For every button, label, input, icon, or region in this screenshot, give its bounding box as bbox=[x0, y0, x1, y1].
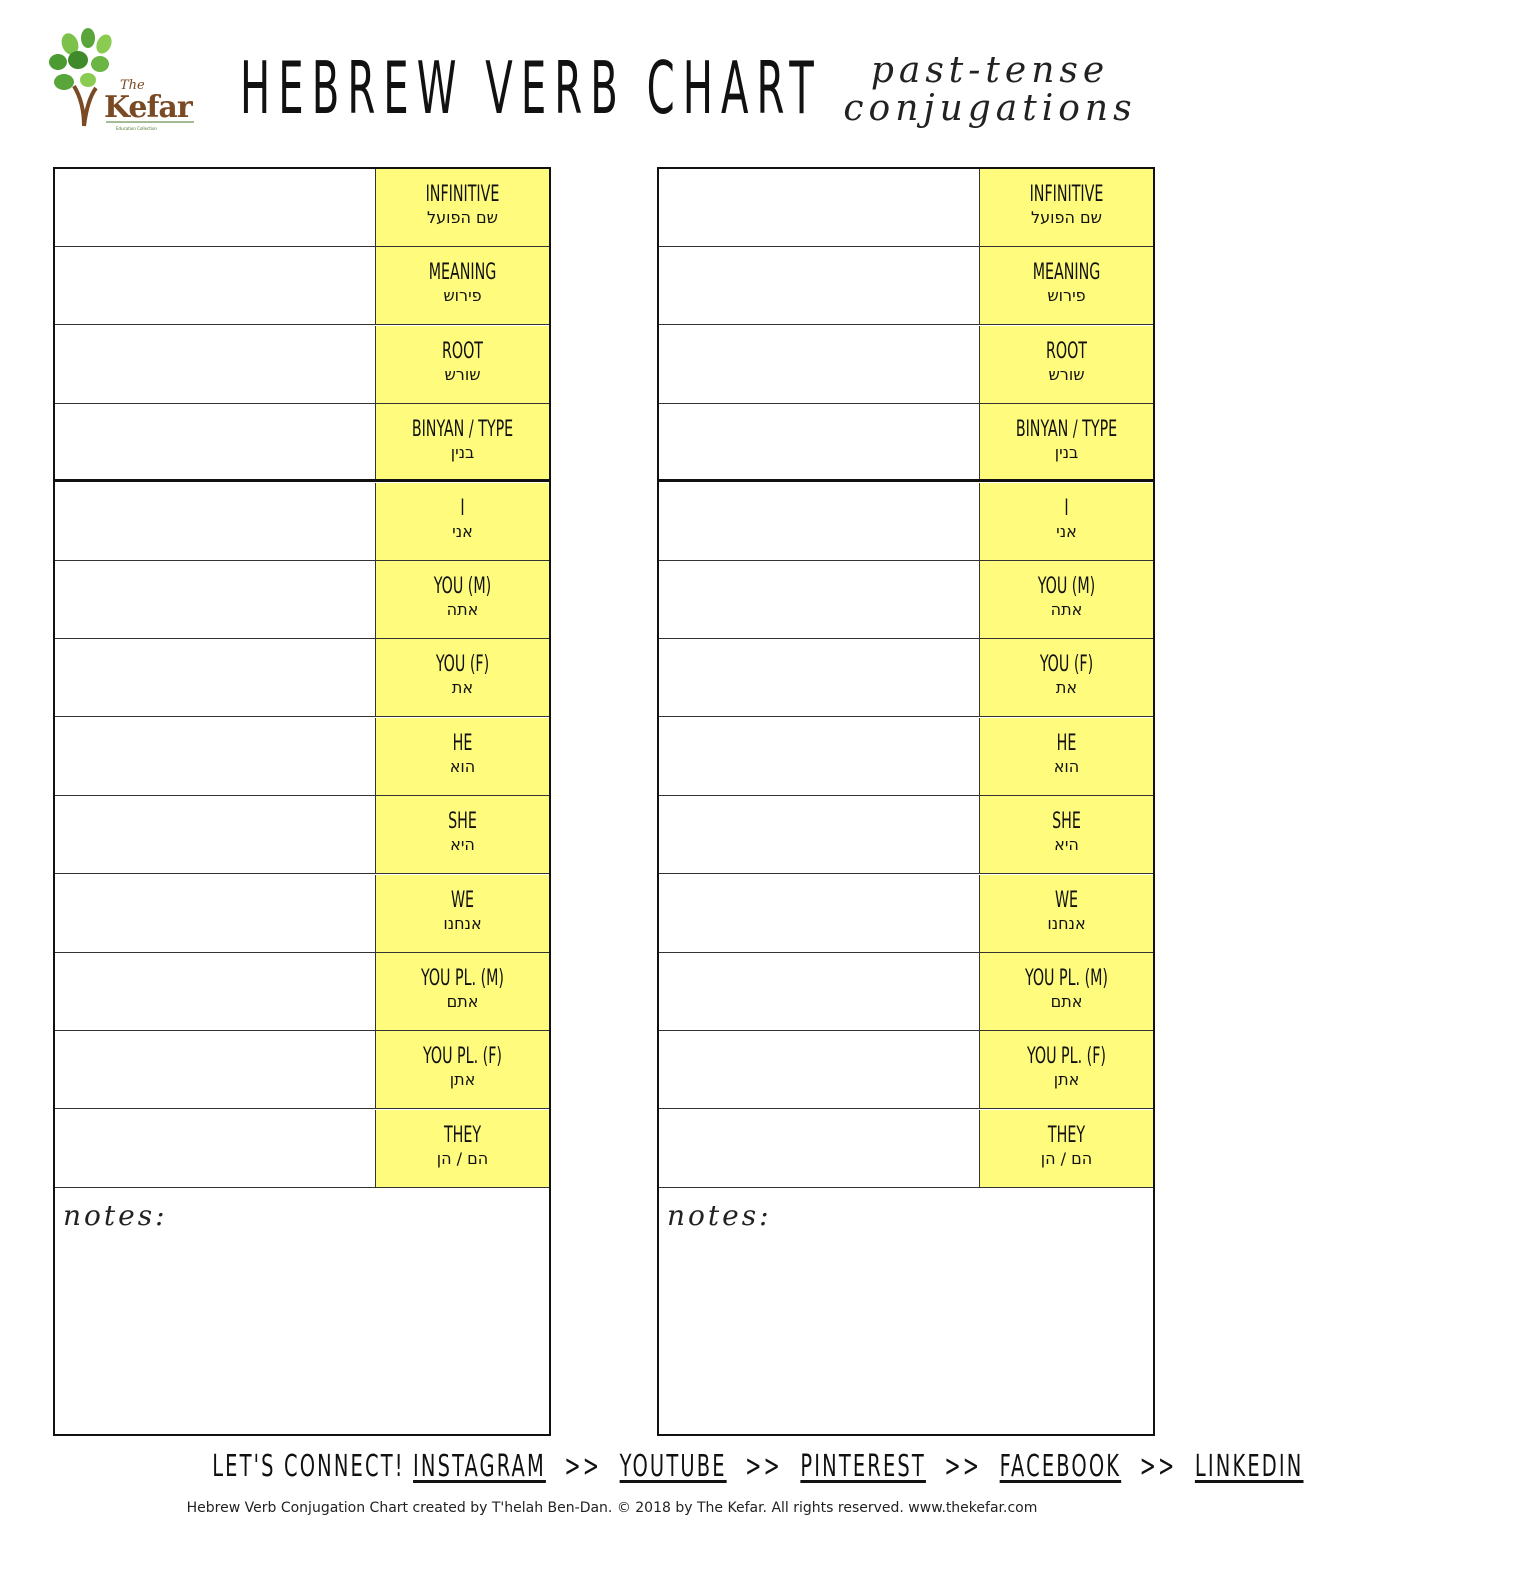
pinterest-link[interactable]: PINTEREST bbox=[800, 1449, 926, 1484]
facebook-link[interactable]: FACEBOOK bbox=[999, 1449, 1122, 1484]
instagram-link[interactable]: INSTAGRAM bbox=[413, 1449, 546, 1484]
chart-row bbox=[55, 483, 549, 561]
row-label-cell bbox=[376, 875, 549, 952]
answer-cell[interactable] bbox=[659, 247, 980, 324]
row-label-cell bbox=[376, 247, 549, 324]
row-label-cell bbox=[376, 639, 549, 716]
row-label-hebrew: שם הפועל bbox=[427, 208, 498, 227]
row-label-hebrew: פירוש bbox=[443, 286, 482, 306]
chart-row bbox=[55, 326, 549, 404]
chart-row bbox=[659, 483, 1153, 561]
chart-row bbox=[55, 875, 549, 953]
row-label-hebrew: את bbox=[1055, 678, 1078, 698]
row-label-hebrew: אני bbox=[452, 521, 473, 541]
answer-cell[interactable] bbox=[659, 718, 980, 795]
row-label-english: ROOT bbox=[1045, 338, 1088, 364]
answer-cell[interactable] bbox=[659, 326, 980, 403]
row-label-english: BINYAN / TYPE bbox=[1015, 417, 1118, 443]
answer-cell[interactable] bbox=[659, 639, 980, 716]
chart-row bbox=[659, 718, 1153, 796]
subtitle-line-2: conjugations bbox=[843, 88, 1137, 129]
chart-row bbox=[659, 169, 1153, 247]
row-label-hebrew: אתן bbox=[449, 1070, 476, 1090]
row-label-english: YOU PL. (M) bbox=[420, 966, 505, 991]
connect-lead: LET'S CONNECT! bbox=[212, 1449, 405, 1484]
chart-row bbox=[659, 1110, 1153, 1188]
row-label-cell bbox=[980, 326, 1153, 403]
separator: >> bbox=[1139, 1449, 1177, 1484]
row-label-english: HE bbox=[1056, 730, 1077, 756]
row-label-hebrew: אתם bbox=[446, 992, 479, 1011]
answer-cell[interactable] bbox=[55, 1031, 376, 1108]
answer-cell[interactable] bbox=[55, 247, 376, 324]
row-label-hebrew: בנין bbox=[450, 443, 475, 463]
chart-row bbox=[659, 953, 1153, 1031]
subtitle-line-1: past-tense bbox=[870, 50, 1110, 91]
row-label-cell bbox=[376, 718, 549, 795]
answer-cell[interactable] bbox=[659, 875, 980, 952]
answer-cell[interactable] bbox=[55, 483, 376, 560]
chart-row bbox=[55, 639, 549, 717]
row-label-hebrew: אתה bbox=[446, 600, 479, 619]
row-label-english: SHE bbox=[1052, 809, 1081, 835]
row-label-english: YOU (F) bbox=[1039, 652, 1094, 678]
row-label-hebrew: אתן bbox=[1053, 1070, 1080, 1090]
row-label-english: HE bbox=[452, 730, 473, 756]
answer-cell[interactable] bbox=[55, 169, 376, 246]
answer-cell[interactable] bbox=[659, 796, 980, 873]
chart-row bbox=[55, 1110, 549, 1188]
chart-row bbox=[55, 169, 549, 247]
copyright-footer: Hebrew Verb Conjugation Chart created by T'helah Ben-Dan. © 2018 by The Kefar. All rights reserved. www.thekefar.com bbox=[186, 1500, 1038, 1516]
answer-cell[interactable] bbox=[55, 404, 376, 479]
row-label-cell bbox=[980, 1031, 1153, 1108]
row-label-cell bbox=[980, 639, 1153, 716]
row-label-cell bbox=[980, 718, 1153, 795]
row-label-hebrew: אנחנו bbox=[443, 913, 482, 933]
chart-row bbox=[659, 875, 1153, 953]
page-subtitle bbox=[830, 52, 1150, 128]
chart-row bbox=[659, 796, 1153, 874]
chart-row bbox=[659, 1031, 1153, 1109]
chart-row bbox=[659, 561, 1153, 639]
notes-area[interactable] bbox=[55, 1189, 549, 1434]
row-label-hebrew: שורש bbox=[444, 364, 481, 384]
row-label-cell bbox=[980, 404, 1153, 479]
row-label-cell bbox=[980, 953, 1153, 1030]
answer-cell[interactable] bbox=[659, 561, 980, 638]
row-label-hebrew: פירוש bbox=[1047, 286, 1086, 306]
row-label-hebrew: היא bbox=[450, 835, 475, 855]
notes-area[interactable] bbox=[659, 1189, 1153, 1434]
separator: >> bbox=[944, 1449, 982, 1484]
row-label-hebrew: הם / הן bbox=[1040, 1148, 1093, 1168]
row-label-english: WE bbox=[450, 887, 475, 913]
row-label-english: WE bbox=[1054, 887, 1079, 913]
answer-cell[interactable] bbox=[55, 326, 376, 403]
chart-row bbox=[55, 247, 549, 325]
page-title: HEBREW VERB CHART bbox=[240, 46, 822, 130]
row-label-hebrew: אתם bbox=[1050, 992, 1083, 1011]
row-label-cell bbox=[376, 1110, 549, 1187]
row-label-english: INFINITIVE bbox=[425, 182, 500, 207]
chart-row bbox=[659, 639, 1153, 717]
logo-tagline: Education Collection bbox=[116, 126, 157, 131]
row-label-cell bbox=[980, 561, 1153, 638]
row-label-hebrew: בנין bbox=[1054, 443, 1079, 463]
logo-wordmark: Kefar bbox=[104, 90, 192, 125]
answer-cell[interactable] bbox=[55, 796, 376, 873]
answer-cell[interactable] bbox=[659, 1110, 980, 1187]
row-label-english: YOU (M) bbox=[433, 574, 492, 599]
chart-row bbox=[659, 326, 1153, 404]
answer-cell[interactable] bbox=[55, 953, 376, 1030]
row-label-hebrew: הם / הן bbox=[436, 1148, 489, 1168]
row-label-cell bbox=[980, 875, 1153, 952]
row-label-english: YOU PL. (F) bbox=[423, 1044, 502, 1070]
separator: >> bbox=[745, 1449, 782, 1484]
social-links-bar bbox=[0, 1449, 1304, 1484]
answer-cell[interactable] bbox=[659, 1031, 980, 1108]
kefar-logo bbox=[44, 30, 196, 130]
row-label-cell bbox=[376, 483, 549, 560]
chart-row bbox=[659, 404, 1153, 482]
row-label-cell bbox=[376, 326, 549, 403]
answer-cell[interactable] bbox=[659, 483, 980, 560]
row-label-cell bbox=[980, 247, 1153, 324]
row-label-hebrew: שם הפועל bbox=[1031, 208, 1102, 227]
row-label-english: YOU (M) bbox=[1037, 574, 1096, 599]
row-label-english: I bbox=[460, 495, 465, 521]
row-label-english: MEANING bbox=[1032, 260, 1101, 286]
row-label-english: YOU (F) bbox=[435, 652, 490, 678]
row-label-english: YOU PL. (M) bbox=[1024, 966, 1109, 991]
logo-the-text: The bbox=[120, 78, 145, 93]
row-label-cell bbox=[980, 796, 1153, 873]
row-label-english: THEY bbox=[443, 1122, 482, 1148]
separator: >> bbox=[564, 1449, 602, 1484]
row-label-cell bbox=[376, 796, 549, 873]
row-label-hebrew: את bbox=[451, 678, 474, 698]
chart-row bbox=[659, 247, 1153, 325]
row-label-english: YOU PL. (F) bbox=[1027, 1044, 1106, 1070]
row-label-cell bbox=[980, 483, 1153, 560]
row-label-cell bbox=[980, 1110, 1153, 1187]
answer-cell[interactable] bbox=[659, 404, 980, 479]
chart-row bbox=[55, 1031, 549, 1109]
answer-cell[interactable] bbox=[659, 169, 980, 246]
row-label-english: ROOT bbox=[441, 338, 484, 364]
row-label-cell bbox=[376, 1031, 549, 1108]
row-label-hebrew: היא bbox=[1054, 835, 1079, 855]
row-label-cell bbox=[376, 561, 549, 638]
answer-cell[interactable] bbox=[55, 561, 376, 638]
row-label-english: THEY bbox=[1047, 1122, 1086, 1148]
row-label-hebrew: הוא bbox=[449, 756, 476, 776]
youtube-link[interactable]: YOUTUBE bbox=[619, 1449, 727, 1484]
answer-cell[interactable] bbox=[55, 639, 376, 716]
row-label-hebrew: אני bbox=[1056, 521, 1077, 541]
row-label-cell bbox=[376, 169, 549, 246]
row-label-hebrew: אתה bbox=[1050, 600, 1083, 619]
linkedin-link[interactable]: LINKEDIN bbox=[1194, 1449, 1304, 1484]
notes-label: notes: bbox=[667, 1199, 772, 1232]
answer-cell[interactable] bbox=[55, 1110, 376, 1187]
chart-row bbox=[55, 796, 549, 874]
row-label-english: I bbox=[1064, 495, 1069, 521]
chart-row bbox=[55, 953, 549, 1031]
row-label-english: BINYAN / TYPE bbox=[411, 417, 514, 443]
row-label-hebrew: שורש bbox=[1048, 364, 1085, 384]
verb-chart-right bbox=[657, 167, 1155, 1436]
row-label-english: INFINITIVE bbox=[1029, 182, 1104, 207]
notes-label: notes: bbox=[63, 1199, 168, 1232]
row-label-hebrew: אנחנו bbox=[1047, 913, 1086, 933]
answer-cell[interactable] bbox=[659, 953, 980, 1030]
answer-cell[interactable] bbox=[55, 718, 376, 795]
chart-row bbox=[55, 561, 549, 639]
answer-cell[interactable] bbox=[55, 875, 376, 952]
verb-chart-left bbox=[53, 167, 551, 1436]
row-label-cell bbox=[376, 404, 549, 479]
chart-row bbox=[55, 404, 549, 482]
row-label-english: SHE bbox=[448, 809, 477, 835]
chart-row bbox=[55, 718, 549, 796]
row-label-english: MEANING bbox=[428, 260, 497, 286]
row-label-cell bbox=[376, 953, 549, 1030]
row-label-cell bbox=[980, 169, 1153, 246]
row-label-hebrew: הוא bbox=[1053, 756, 1080, 776]
